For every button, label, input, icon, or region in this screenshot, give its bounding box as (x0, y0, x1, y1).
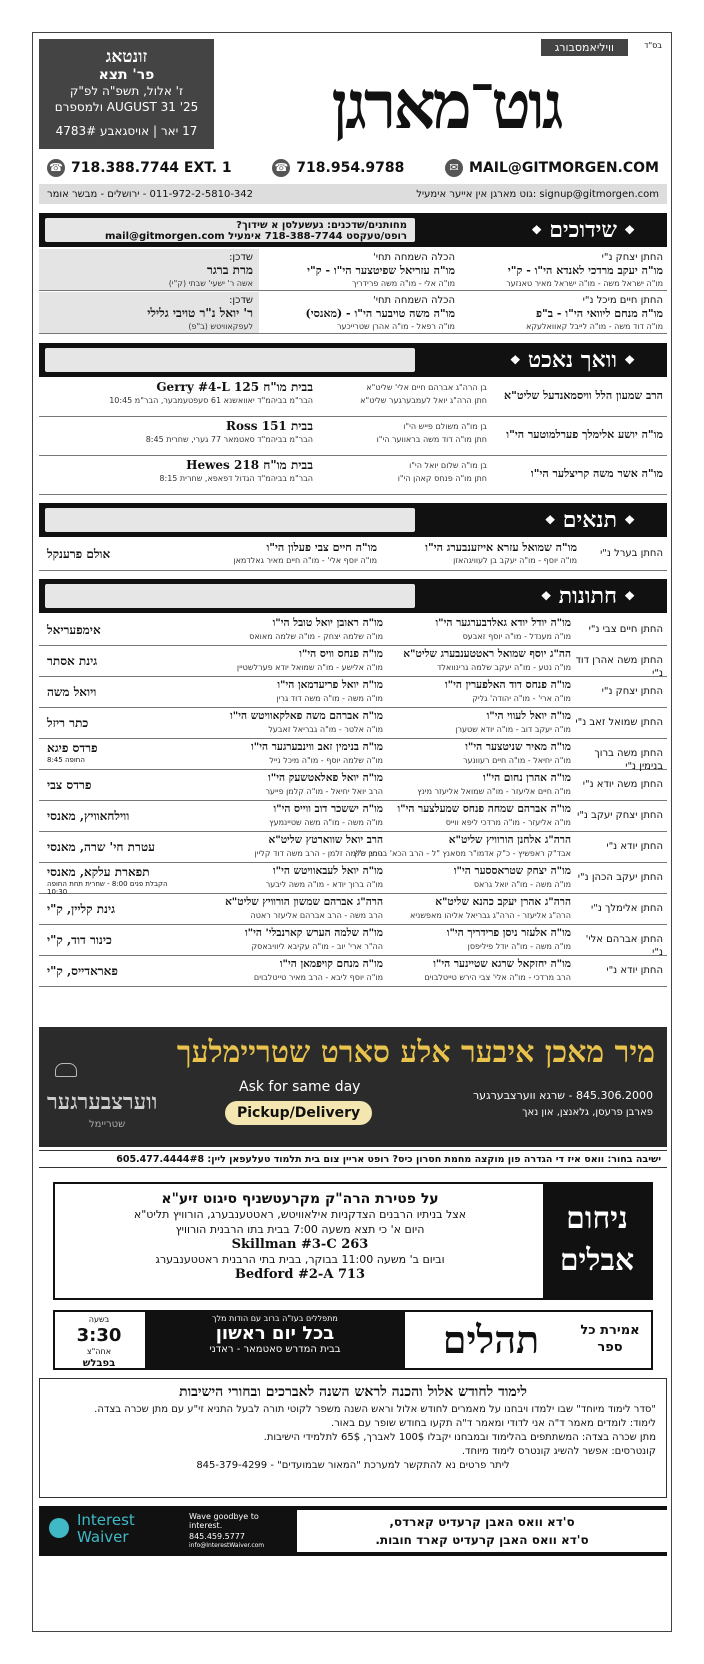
kallah-father: מו"ה מנחם קויפמאן הי"ו מו"ה יוסף ליבא - הרב מאיר טייטלבוים (253, 958, 383, 982)
chasuna-row (39, 894, 667, 925)
city-badge: וויליאמסבורג (541, 39, 628, 56)
venue: ויואל משה (47, 685, 97, 699)
chasuna-row (39, 739, 667, 770)
english-date: AUGUST 31 '25 ולמספרם (54, 100, 199, 114)
venue: פרדס צבי (47, 778, 92, 792)
email-icon: ✉ (445, 159, 463, 177)
kallah-father: מו"ה יואל לעבאוויטש הי"ו מו"ה ברוך יודא - מו"ה משה ליבער (265, 865, 383, 889)
chosson-label: החתן אברהם אלי' נ"י (585, 934, 663, 958)
section-title: ❖ חתונות ❖ (539, 581, 637, 611)
ad-headline: מיר מאכן איבער אלע סארט שטריימלעך (176, 1035, 655, 1070)
chosson-father: מו"ה אלעזר ניסן פרידריך הי"ו מו"ה משה - מו"ה יודל פיליפסן (446, 927, 571, 951)
shidduch-row: החתן חיים מיכל נ"י מו"ה מנחם ליוואי הי"ו - ב"פ מו"ה דוד משה - מו"ה לייבל קאוואלעקא הכלה השמחה תחי' מו"ה משה טויבער הי"ו - (מאנסי) מו"ה רפאל - מו"ה אהרן שטרייכער שדכן: ר' יואל נ"ר טויבי גלילי לעפקאוויטש (ב"פ) (39, 292, 667, 334)
chasuna-row (39, 646, 667, 677)
venue: אימפעריאל (47, 623, 101, 637)
shtreimel-ad[interactable] (39, 1027, 667, 1147)
chosson-father: הרה"ג אלחנן הורוויץ שליט"א אבד"ק ראפשיץ - כ"ק אדמו"ר מסאנץ "ל - הרב הכא' בנימין כ"ץ (353, 834, 571, 858)
vachnacht-row: מו"ה אשר משה קריצלער הי"ו בן מו"ה שלום יואל הי"ו חתן מו"ה פנחס קאהן הי"ו בבית מו"ח 218 Hewes הבר"מ בביהמ"ד הגדול דפאפא, שחרית 8:15 (39, 457, 667, 495)
parsha: פר' תצא (98, 67, 155, 83)
chosson-father: מו"ה אברהם שמחה פנחס שמעלצער הי"ו מו"ה אליעזר - מו"ה מרדכי ליפא ווייס (397, 803, 571, 827)
chosson-father: הה"ג יוסף שמואל ראטטענבערג שליט"א מו"ה נטע - מו"ה יעקב שלמה גרינוואלד (403, 648, 571, 672)
crown-icon (55, 1063, 77, 1077)
phone-icon: ☎ (47, 159, 65, 177)
phone-2[interactable]: ☎ 718.954.9788 (272, 159, 404, 177)
chosson-father: הרה"ג אהרן יעקב כהנא שליט"א הרה"ג אליעזר - הרה"ג גבריאל אליהו מאפשניא (409, 896, 571, 920)
chosson-label: החתן יצחק נ"י (601, 686, 663, 697)
jerusalem-phone: 011-972-2-5810-342 - ירושלים - מבשר אומר (47, 188, 254, 200)
hebrew-date: ז' אלול, תשפ"ה לפ"ק (69, 84, 184, 98)
chasuna-row (39, 956, 667, 987)
kallah-father: מו"ה יואל פריעדמאן הי"ו מו"ה משה - מו"ה משה דוד גרין (276, 679, 383, 703)
venue: פאראדייס, ק"י (47, 964, 118, 978)
aveilim-title: ניחום אבלים (543, 1184, 651, 1298)
chosson-father: מו"ה מאיר שניטצער הי"ו מו"ה יחיאל - מו"ה חיים רעוונער (462, 741, 571, 765)
ad-sub: Ask for same day (239, 1079, 361, 1095)
section-header-shidduchim (39, 213, 667, 247)
chasuna-row (39, 677, 667, 708)
limud-box: לימוד לחודש אלול והכנה לראש השנה לאברכים ובחורי הישיבות "סדר לימוד מיוחד" שבו ילמדו ויבחנו על מאמרים לחודש אלול וראש השנה משפר לקוטי תורה לבעל התניא זי"ע עם מתן שכרה בצדה. לימוד: לומדים מאמר ד"ה אני לדודי ומאמר ד"ה תקעו בחודש שופר עם באור. מתן שכרה בצדה: המשתתפים בהלימוד ובמבחנו יקבלו 100$ לאברך, 65$ לתלמידי הישיבות. קונטרסים: אפשר להשיג קונטרס לימוד מיוחד. ליתר פרטים נא להתקשר למערכת "המאור שבמועדים" - 845-379-4299 (39, 1378, 667, 1498)
section-blank-box (45, 584, 415, 608)
section-title: ❖ תנאים ❖ (543, 505, 637, 535)
kallah-father: מו"ה יששכר דוב ווייס הי"ו מו"ה משה - מו"ה משה שטיינמעץ (269, 803, 383, 827)
phone-icon: ☎ (272, 159, 290, 177)
email-link[interactable]: ✉ MAIL@GITMORGEN.COM (445, 159, 659, 177)
section-header-chasunos (39, 579, 667, 613)
masthead-area (218, 39, 666, 149)
venue: תפארת עלקא, מאנסי הקבלת פנים 8:00 - שחרית תחת החופה 10:30 (47, 865, 168, 896)
brand-logo: ווערצבערגער (47, 1089, 158, 1115)
kallah-father: מו"ה שלמה הערש קארנבלי' הי"ו הה"ר ארי' יוב - מו"ה עקיבא ליוויבאסק (244, 927, 383, 951)
contact-bar (39, 156, 667, 180)
kallah-father: מו"ה ראובן יואל טובל הי"ו מו"ה שלמה יצחק - מו"ה שלמה מאואס (249, 617, 383, 641)
chasuna-row (39, 863, 667, 894)
venue: ווילחאוויץ, מאנסי (47, 809, 130, 823)
section-header-vachnacht (39, 343, 667, 377)
chosson-label: החתן יעקב הכהן נ"י (577, 872, 663, 883)
chosson-label: החתן יודא נ"י (606, 841, 663, 852)
ad-sub2: פארבן פרעסן, גלאנצן, און נאך (522, 1107, 653, 1118)
brand-sub: שטריימל (89, 1119, 126, 1130)
chasuna-row (39, 832, 667, 863)
venue: גינת אסתר (47, 654, 98, 668)
tehilim-box: אמירת כל ספר תהלים מתפללים בעז"ה ברוב עם הודות מלך בכל יום ראשון בבית המדרש סאטמאר - ראדני בשעה 3:30 אחה"צ בפבלש (53, 1310, 653, 1370)
vachnacht-row: הרב שמעון הלל וויסמאנדעל שליט"א בן הרה"ג אברהם חיים אלי' שליט"א חתן הרה"ג יואל לעמבערגער שליט"א בבית מו"ח 125 Gerry #4-L הבר"מ בביהמ"ד יאוואשנא 61 סעפטעמבער, הבר"מ 10:45 (39, 379, 667, 417)
chosson-father: מו"ה אהרן נחום הי"ו מו"ה חיים אליעזר - מו"ה שמואל אליעזר מינץ (417, 772, 571, 796)
chosson-label: החתן יודא נ"י (606, 965, 663, 976)
venue: כתר ריזל (47, 716, 89, 730)
section-title: ❖ וואך נאכט ❖ (508, 345, 637, 375)
newspaper-page (32, 32, 672, 1632)
kallah-father: הרה"ג אברהם שמשון הורוויץ שליט"א הרב משה - הרב אברהם אליעזר ראטה (225, 896, 383, 920)
chosson-label: החתן יצחק יעקב נ"י (577, 810, 663, 821)
chosson-father: מו"ה יואל לעווי הי"ו מו"ה יעקב דוב - מו"ה יודא שטערן (455, 710, 571, 734)
kallah-father: מו"ה אברהם משה פאלקאוויטש הי"ו מו"ה אלטר - מו"ה גבריאל זאבעל (230, 710, 383, 734)
bsd: בס"ד (644, 41, 662, 50)
pickup-delivery-button[interactable]: Pickup/Delivery (225, 1101, 372, 1125)
chasuna-row (39, 770, 667, 801)
section-header-tenaim (39, 503, 667, 537)
kallah-father: מו"ה בנימין זאב ווינבערגער הי"ו מו"ה שלמה יוסף - מו"ה מיכל נייל (251, 741, 383, 765)
ad-phone: 845.306.2000 - שרגא ווערצבערגער (472, 1089, 653, 1102)
chasuna-row (39, 801, 667, 832)
venue: עטרת חי' שרה, מאנסי (47, 840, 155, 854)
date-box (39, 39, 214, 149)
issue-number: 17 יאר | אויסגאבע 4783# (55, 124, 198, 138)
chasuna-row (39, 925, 667, 956)
chosson-label: החתן אלימלך נ"י (590, 903, 663, 914)
phone-1[interactable]: ☎ 718.388.7744 EXT. 1 (47, 159, 232, 177)
vachnacht-row: מו"ה יושע אלימלך פערלמוטער הי"ו בן מו"ה משולם פייש הי"ו חתן מו"ה דוד משה בראווער הי"ו בבית 151 Ross הבר"מ בביהמ"ד סאטמאר 77 גערי, שחרית 8:45 (39, 418, 667, 456)
interest-waiver-logo-icon (49, 1518, 69, 1538)
nichum-aveilim-box: ניחום אבלים על פטירת הרה"ק מקרעטשניף סיגוט זיע"א אצל בניתיו הרבנים הצדקניות אילאוויטש, ראטטענבערג, הורוויץ תליט"א היום א' כי תצא משעה 7:00 בבית בתו הרבנית הורוויץ 263 Skillman #3-C וביום ב' משעה 11:00 בבוקר, בבית בתי הרבנית ראטטענבערג 713 Bedford #2-A (53, 1182, 653, 1300)
tenaim-row: החתן בערל נ"י מו"ה שמואל עזרא אייזענבערג הי"ו מו"ה יוסף - מו"ה יעקב בן לעוויגהאזן מו"ה חיים צבי פעלון הי"ו מו"ה יוסף אלי' - מו"ה חיים מאיר גאלדמאן אולם פרענקל (39, 539, 667, 571)
chasuna-row (39, 615, 667, 646)
venue: גינת קליין, ק"י (47, 902, 116, 916)
section-blank-box (45, 348, 415, 372)
signup-strip (39, 184, 667, 204)
kallah-father: מו"ה יואל פאלאטשעק הי"ו הרב יואל יחיאל - מו"ה קלמן פייער (265, 772, 383, 796)
yeshiva-notice: ישיבה בחור: וואס איז די הגדרה פון מוקצה מחמת חסרון כיס? רופט אריין צום בית תלמוד טעלעפאן ליין: 605.477.4444#8 (39, 1150, 667, 1168)
chosson-label: החתן משה אהרן דוד נ"י (575, 655, 663, 679)
section-blank-box (45, 508, 415, 532)
chosson-label: החתן חיים צבי נ"י (588, 624, 663, 635)
section-title: ❖ שידוכים ❖ (529, 215, 637, 245)
chosson-label: החתן משה יודא נ"י (582, 779, 663, 790)
chosson-label: החתן שמואל זאב נ"י (575, 717, 663, 728)
interest-waiver-ad[interactable]: ס'דא וואס האבן קרעדיט קארדס, ס'דא וואס האבן קרעדיט קארד חובות. Interest Waiver Wave goodbye to interest. 845.459.5777 info@InterestWaiver.com (39, 1506, 667, 1556)
venue: כינור דוד, ק"י (47, 933, 112, 947)
shidduch-row: החתן יצחק נ"י מו"ה יעקב מרדכי לאנדא הי"ו - ק"י מו"ה ישראל משה - מו"ה ישראל מאיר טאנזער הכלה השמחה תחי' מו"ה עזריאל שפיטצער הי"ו - ק"י מו"ה אלי - מו"ה משה פרידריך שדכן: מרת ברגר אשה ר' ישעי' שבתי (ק"י) (39, 249, 667, 291)
chosson-father: מו"ה יחזקאל שרגא שטיינער הי"ו הרב מרדכי - מו"ה אלי' צבי הירש טייטלבוים (424, 958, 571, 982)
venue: פרדס פיגא החופה 8:45 (47, 741, 98, 764)
day-name: זונטאג (105, 47, 148, 67)
chosson-father: מו"ה פנחס דוד האלפערין הי"ו מו"ה ארי' - מו"ה יהודה' גליק (444, 679, 571, 703)
kallah-father: הרב יואל שווארטץ שליט"א הרב שלמה זלמן - הרב משה דוד קליין (254, 834, 383, 858)
chasuna-row (39, 708, 667, 739)
chosson-father: מו"ה יודל יודא גאלדבערגער הי"ו מו"ה מענדל - מו"ה יוסף זאבעס (435, 617, 571, 641)
masthead: גוט־מארגן (331, 66, 561, 144)
brand-name: Interest Waiver (77, 1511, 135, 1546)
submit-info-box: מחותנים/שדכנים: געשעלסן א שידוך? רופט/טעקסט 718-388-7744 אימעיל mail@gitmorgen.com (45, 218, 415, 242)
chosson-label: החתן משה ברוך בנימין נ"י (594, 748, 663, 772)
kallah-father: מו"ה פנחס וויס הי"ו מו"ה אלישע - מו"ה שמואל יודא פערלשטיין (236, 648, 383, 672)
chosson-father: מו"ה יצחק שטראססער הי"ו מו"ה משה - מו"ה יואל גראס (453, 865, 571, 889)
signup-text[interactable]: signup@gitmorgen.com :גוט מארגן אין אייער אימעיל (416, 188, 659, 200)
